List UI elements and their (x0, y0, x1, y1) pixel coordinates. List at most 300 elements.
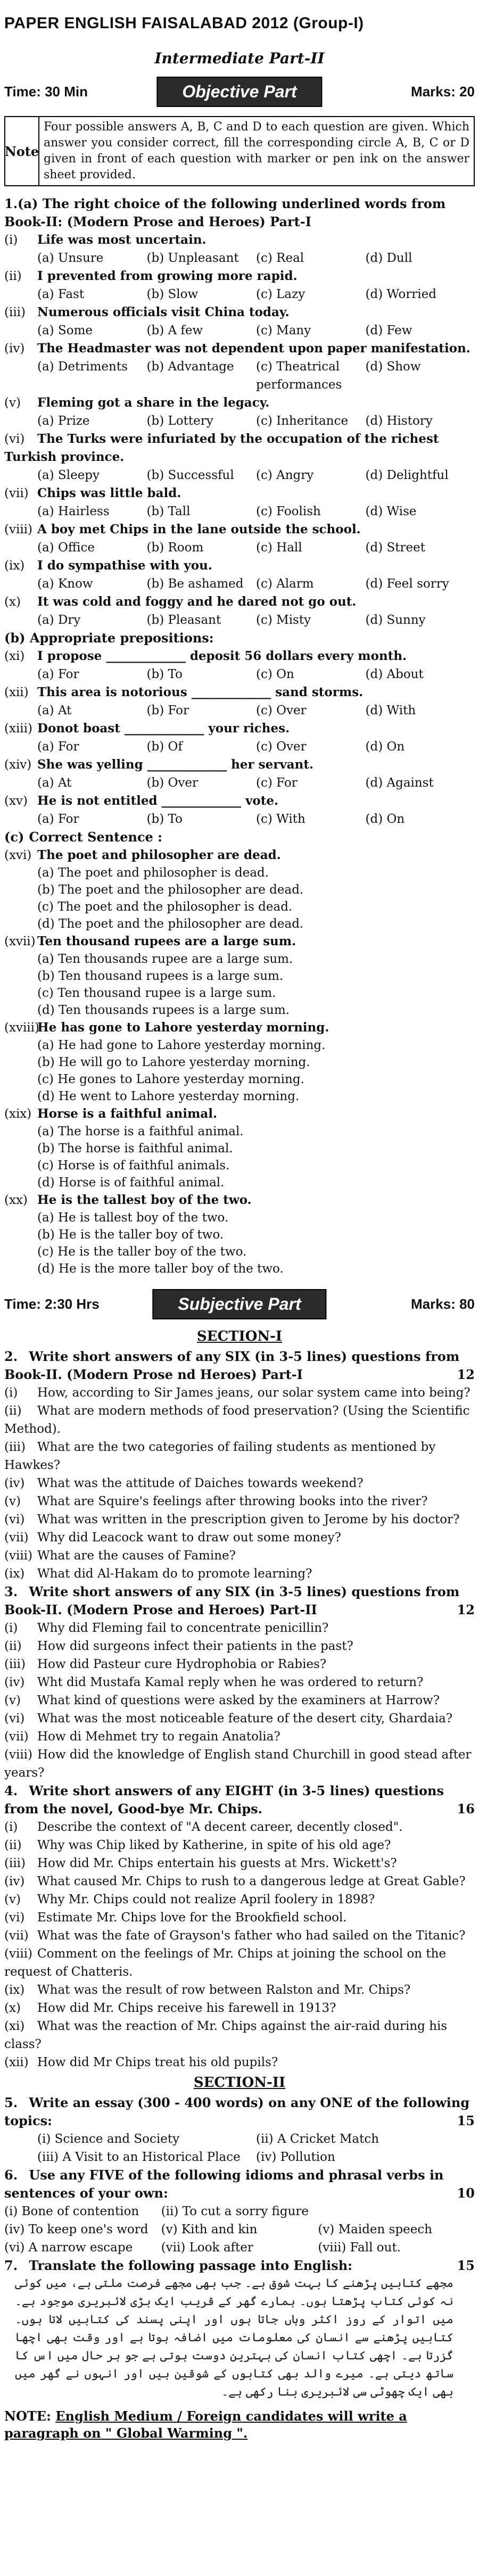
mcq-question (4, 231, 475, 249)
mcq-option: (d) Against (365, 776, 434, 790)
mcq-option: (a) For (37, 667, 79, 681)
essay-topic: (ii) A Cricket Match (256, 2132, 379, 2146)
mcq-question (4, 1019, 475, 1037)
mcq-option: (d) Wise (365, 505, 417, 518)
mcq-option: (d) History (365, 414, 433, 428)
short-question-text: How di Mehmet try to regain Anatolia? (37, 1730, 280, 1744)
mcq-option: (d) About (365, 667, 424, 681)
mcq-option: (b) Pleasant (146, 613, 221, 627)
short-question-text: What was written in the prescription given to Jerome by his doctor? (37, 1513, 460, 1526)
question-1c-heading (4, 828, 475, 846)
mcq-option: (b) For (146, 704, 189, 717)
mcq-question (4, 756, 475, 774)
short-question (4, 1492, 475, 1510)
mcq-option: (a) For (37, 812, 79, 826)
short-question (4, 1981, 475, 1999)
mcq-question (4, 557, 475, 575)
short-question-number: (xi) (4, 2019, 25, 2033)
mcq-option: (a) He had gone to Lahore yesterday morning. (37, 1038, 326, 1052)
question-6-heading (4, 2166, 475, 2202)
mcq-option: (b) The poet and the philosopher are dead. (37, 883, 304, 897)
question-text: The right choice of the following underlined words from Book-II: (Modern Prose and Heroes) Part-I (4, 196, 446, 229)
mcq-option: (a) Ten thousands rupee are a large sum. (37, 952, 293, 966)
mcq-question (4, 792, 475, 810)
question-text: Write short answers of any SIX (in 3-5 lines) questions from Book-II. (Modern Prose nd Heroes) Part-I (4, 1349, 460, 1382)
mcq-option: (a) The horse is a faithful animal. (37, 1125, 244, 1138)
preposition-list (4, 647, 475, 828)
mcq-option: (a) Sleepy (37, 468, 100, 482)
mcq-option: (b) He will go to Lahore yesterday morning. (37, 1055, 310, 1069)
mcq-option: (b) Room (146, 541, 204, 555)
mcq-option: (c) Theatrical performances (256, 360, 342, 392)
short-question (4, 2017, 475, 2053)
mcq-option: (d) Ten thousands rupees is a large sum. (37, 1003, 290, 1017)
question-number: 2. (4, 1349, 18, 1364)
question-number: 3. (4, 1584, 18, 1599)
mcq-option: (a) Some (37, 324, 93, 337)
short-question-number: (vi) (4, 1712, 25, 1725)
paper-subtitle: Intermediate Part-II (154, 49, 325, 67)
mcq-option: (d) Street (365, 541, 425, 555)
question-number: 4. (4, 1783, 18, 1798)
question-1b-heading (4, 629, 475, 647)
question-number: (b) (4, 630, 26, 646)
short-question-number: (iv) (4, 1675, 25, 1689)
short-question (4, 1836, 475, 1854)
mcq-options (4, 1209, 475, 1277)
short-question-text: What was the reaction of Mr. Chips against the air-raid during his class? (4, 2019, 448, 2051)
question-text: Write short answers of any SIX (in 3-5 lines) questions from Book-II. (Modern Prose and Heroes) Part-II (4, 1584, 460, 1617)
short-question-text: What kind of questions were asked by the examiners at Harrow? (37, 1694, 440, 1707)
mcq-options (4, 738, 475, 756)
short-question-text: What was the fate of Grayson's father who had sailed on the Titanic? (37, 1929, 466, 1943)
mcq-text: Ten thousand rupees are a large sum. (37, 934, 296, 948)
mcq-number: (ii) (4, 269, 22, 283)
mcq-option: (a) At (37, 776, 72, 790)
mcq-question (4, 720, 475, 738)
mcq-question (4, 683, 475, 701)
short-question (4, 1529, 475, 1547)
mcq-number: (xvii) (4, 935, 36, 948)
mcq-option: (c) Over (256, 740, 307, 754)
question-text: Correct Sentence : (29, 829, 163, 845)
mcq-option: (a) Know (37, 577, 93, 591)
mcq-option: (a) The poet and philosopher is dead. (37, 866, 269, 880)
mcq-text: The poet and philosopher are dead. (37, 848, 281, 862)
mcq-option: (d) On (365, 740, 405, 754)
mcq-text: A boy met Chips in the lane outside the school. (37, 522, 361, 536)
mcq-option: (b) Advantage (146, 360, 234, 374)
mcq-options (4, 864, 475, 932)
mcq-text: Chips was little bald. (37, 486, 181, 500)
note-label: Note (5, 117, 39, 185)
essay-topics (4, 2130, 475, 2166)
mcq-question (4, 484, 475, 502)
question-text: Write an essay (300 - 400 words) on any ONE of the following topics: (4, 2095, 470, 2128)
short-question-text: What are the two categories of failing students as mentioned by Hawkes? (4, 1440, 436, 1472)
mcq-number: (x) (4, 595, 21, 609)
mcq-options (4, 412, 475, 430)
mcq-options (4, 1123, 475, 1191)
short-question (4, 1655, 475, 1673)
idiom-item: (ii) To cut a sorry figure (161, 2205, 309, 2218)
short-question-text: What was the attitude of Daiches towards weekend? (37, 1476, 364, 1490)
short-question-text: Describe the context of "A decent career, decently closed". (37, 1820, 403, 1834)
short-question-number: (ii) (4, 1639, 22, 1653)
mcq-option: (c) Lazy (256, 287, 305, 301)
mcq-option: (a) Prize (37, 414, 90, 428)
mcq-option: (b) Of (146, 740, 183, 754)
mcq-number: (xx) (4, 1193, 28, 1207)
short-question (4, 1637, 475, 1655)
mcq-option: (c) Alarm (256, 577, 314, 591)
mcq-text: I propose _____________ deposit 56 dollars every month. (37, 649, 407, 663)
mcq-number: (iv) (4, 342, 25, 356)
paper-title: PAPER ENGLISH FAISALABAD 2012 (Group-I) (4, 14, 364, 32)
mcq-number: (xix) (4, 1107, 32, 1121)
mcq-question (4, 267, 475, 285)
question-marks: 10 (457, 2185, 475, 2201)
short-question-text: What are Squire's feelings after throwing books into the river? (37, 1495, 428, 1508)
idiom-item (318, 2202, 475, 2220)
mcq-option: (a) Unsure (37, 251, 104, 265)
short-question-text: What was the most noticeable feature of the desert city, Ghardaia? (37, 1712, 453, 1725)
short-question (4, 1547, 475, 1565)
bottom-note-text: English Medium / Foreign candidates will write a paragraph on " Global Warming ". (4, 2408, 407, 2441)
short-question-number: (v) (4, 1893, 21, 1906)
short-question-number: (viii) (4, 1947, 33, 1961)
short-question-number: (viii) (4, 1549, 33, 1563)
question-marks: 16 (457, 1801, 475, 1817)
short-question-text: How did the knowledge of English stand Churchill in good stead after years? (4, 1748, 472, 1780)
question-number: 7. (4, 2258, 18, 2273)
short-question (4, 1673, 475, 1691)
question-1a-heading (4, 195, 475, 231)
short-question (4, 1691, 475, 1710)
short-question-text: What are modern methods of food preservation? (Using the Scientific Method). (4, 1404, 470, 1436)
question-4-heading (4, 1782, 475, 1818)
mcq-number: (viii) (4, 523, 33, 536)
short-question-text: How, according to Sir James jeans, our solar system came into being? (37, 1386, 470, 1400)
mcq-option: (c) Over (256, 704, 307, 717)
mcq-number: (v) (4, 396, 21, 410)
mcq-option: (c) Hall (256, 541, 302, 555)
short-question-text: What caused Mr. Chips to rush to a dangerous ledge at Great Gable? (37, 1875, 466, 1888)
question-5-heading (4, 2094, 475, 2130)
short-question-number: (v) (4, 1495, 21, 1508)
mcq-option: (a) Detriments (37, 360, 128, 374)
short-question (4, 1619, 475, 1637)
mcq-text: Life was most uncertain. (37, 233, 207, 247)
short-question-text: What are the causes of Famine? (37, 1549, 236, 1563)
short-question-number: (ix) (4, 1983, 25, 1997)
mcq-option: (d) Show (365, 360, 421, 374)
subjective-header-row (4, 1283, 475, 1325)
objective-time: Time: 30 Min (4, 83, 88, 100)
mcq-option: (c) Inheritance (256, 414, 349, 428)
mcq-option: (d) Delightful (365, 468, 449, 482)
question-2-list (4, 1384, 475, 1583)
short-question-number: (iv) (4, 1875, 25, 1888)
mcq-options (4, 665, 475, 683)
mcq-option: (a) Fast (37, 287, 85, 301)
mcq-option: (a) Hairless (37, 505, 110, 518)
bottom-note-label: NOTE: (4, 2408, 51, 2424)
mcq-option: (d) On (365, 812, 405, 826)
mcq-number: (vi) (4, 432, 25, 446)
note-text: Four possible answers A, B, C and D to each question are given. Which answer you consider correct, fill the corresponding circle A, B, C or D given in front of each question with marker or pen ink on the answer sheet provided. (44, 120, 469, 181)
bottom-note (4, 2408, 475, 2442)
idiom-item: (i) Bone of contention (4, 2205, 139, 2218)
question-text: Translate the following passage into English: (29, 2258, 353, 2273)
short-question-text: Why was Chip liked by Katherine, in spite of his old age? (37, 1838, 391, 1852)
essay-topic: (i) Science and Society (37, 2132, 180, 2146)
mcq-options (4, 951, 475, 1019)
mcq-number: (iii) (4, 306, 26, 319)
mcq-text: The Turks were infuriated by the occupation of the richest Turkish province. (4, 432, 439, 464)
mcq-option: (d) Few (365, 324, 412, 337)
mcq-number: (xiv) (4, 758, 32, 772)
mcq-text: She was yelling _____________ her servant. (37, 757, 313, 772)
question-number: (c) (4, 829, 24, 845)
short-question (4, 1945, 475, 1981)
objective-note (4, 116, 475, 186)
question-text: Use any FIVE of the following idioms and phrasal verbs in sentences of your own: (4, 2167, 444, 2201)
mcq-text: The Headmaster was not dependent upon paper manifestation. (37, 341, 470, 356)
question-number: 6. (4, 2167, 18, 2183)
mcq-text: Horse is a faithful animal. (37, 1107, 217, 1121)
mcq-options (4, 249, 475, 267)
short-question-text: Why did Leacock want to draw out some money? (37, 1531, 341, 1545)
question-marks: 15 (457, 2113, 475, 2128)
mcq-option: (b) Be ashamed (146, 577, 244, 591)
objective-banner: Objective Part (156, 77, 322, 107)
mcq-option: (c) Real (256, 251, 304, 265)
question-3-heading (4, 1583, 475, 1619)
mcq-question (4, 647, 475, 665)
short-question-text: Why did Fleming fail to concentrate penicillin? (37, 1621, 329, 1635)
mcq-option: (b) Ten thousand rupees is a large sum. (37, 969, 284, 983)
short-question-text: How did Pasteur cure Hydrophobia or Rabies? (37, 1657, 327, 1671)
question-marks: 12 (457, 1602, 475, 1617)
mcq-question (4, 430, 475, 466)
question-3-list (4, 1619, 475, 1782)
short-question (4, 1818, 475, 1836)
mcq-number: (i) (4, 233, 18, 247)
short-question-number: (i) (4, 1820, 18, 1834)
objective-marks: Marks: 20 (411, 83, 475, 100)
short-question (4, 1384, 475, 1402)
question-text: Write short answers of any EIGHT (in 3-5 lines) questions from the novel, Good-bye Mr. Chips. (4, 1783, 444, 1817)
short-question-number: (vii) (4, 1929, 29, 1943)
idiom-item: (iv) To keep one's word (4, 2223, 148, 2236)
mcq-text: I prevented from growing more rapid. (37, 269, 298, 283)
short-question (4, 1510, 475, 1529)
mcq-option: (a) He is tallest boy of the two. (37, 1211, 229, 1225)
short-question-number: (xii) (4, 2055, 29, 2069)
short-question-text: How did surgeons infect their patients in the past? (37, 1639, 353, 1653)
mcq-question (4, 1105, 475, 1123)
mcq-option: (c) With (256, 812, 305, 826)
mcq-options (4, 466, 475, 484)
short-question (4, 1438, 475, 1474)
short-question (4, 1710, 475, 1728)
short-question (4, 1402, 475, 1438)
mcq-option: (d) With (365, 704, 416, 717)
mcq-options (4, 358, 475, 394)
subjective-marks: Marks: 80 (411, 1295, 475, 1312)
short-question-number: (i) (4, 1621, 18, 1635)
subjective-time: Time: 2:30 Hrs (4, 1295, 100, 1312)
section-2-title: SECTION-II (193, 2075, 286, 2091)
mcq-option: (c) Many (256, 324, 311, 337)
question-number: 5. (4, 2095, 18, 2110)
mcq-text: This area is notorious _____________ sand storms. (37, 685, 364, 699)
mcq-option: (c) Horse is of faithful animals. (37, 1159, 230, 1173)
question-marks: 15 (457, 2258, 475, 2273)
mcq-option: (d) Dull (365, 251, 412, 265)
short-question-text: What did Al-Hakam do to promote learning? (37, 1567, 312, 1581)
idiom-list (4, 2202, 475, 2257)
urdu-passage: مجھے کتابیں پڑھنے کا بہت شوق ہے۔ جب بھی مجھے فرصت ملتی ہے، میں کوئی نہ کوئی کتاب پڑھتا ہوں۔ ہمارے گھر کے قریب ایک بڑی لائبریری موجود ہے۔ میں اتوار کے روز اکثر وہاں جاتا ہوں اور اپنی پسند کی کتابیں لاتا ہوں۔ کتابیں پڑھنے سے انسان کی معلومات میں اضافہ ہوتا ہے اور وقت بھی اچھا گزرتا ہے۔ اچھی کتاب انسان کی بہترین دوست ہوتی ہے جو ہر حال میں اس کا ساتھ دیتی ہے۔ میرے والد بھی کتابوں کے شوقین ہیں اور انہوں نے گھر میں بھی ایک چھوٹی سی لائبریری بنا رکھی ہے۔ (15, 2277, 453, 2399)
mcq-option: (c) For (256, 776, 298, 790)
short-question-number: (iv) (4, 1476, 25, 1490)
mcq-option: (d) He went to Lahore yesterday morning. (37, 1089, 300, 1103)
question-7-heading (4, 2257, 475, 2275)
mcq-option: (a) At (37, 704, 72, 717)
short-question-number: (ix) (4, 1567, 25, 1581)
mcq-question (4, 394, 475, 412)
mcq-question (4, 846, 475, 864)
short-question-number: (vi) (4, 1513, 25, 1526)
short-question (4, 1872, 475, 1890)
short-question-number: (vii) (4, 1531, 29, 1545)
short-question-number: (ii) (4, 1404, 22, 1418)
short-question-text: Why Mr. Chips could not realize April foolery in 1898? (37, 1893, 375, 1906)
idiom-item: (v) Kith and kin (161, 2223, 258, 2236)
mcq-option: (b) Successful (146, 468, 234, 482)
short-question-number: (vii) (4, 1730, 29, 1744)
mcq-text: Numerous officials visit China today. (37, 305, 290, 319)
short-question (4, 1746, 475, 1782)
mcq-option: (b) Slow (146, 287, 199, 301)
question-number: 1.(a) (4, 196, 38, 211)
mcq-number: (vii) (4, 486, 29, 500)
mcq-option: (b) To (146, 667, 183, 681)
mcq-option: (a) Dry (37, 613, 81, 627)
mcq-option: (c) He gones to Lahore yesterday morning. (37, 1072, 304, 1086)
mcq-options (4, 701, 475, 720)
subjective-banner: Subjective Part (152, 1289, 326, 1319)
short-question-text: Comment on the feelings of Mr. Chips at joining the school on the request of Chatteris. (4, 1947, 447, 1979)
mcq-text: He is the tallest boy of the two. (37, 1193, 252, 1207)
mcq-options (4, 774, 475, 792)
mcq-number: (xv) (4, 794, 28, 808)
mcq-option: (c) The poet and the philosopher is dead. (37, 900, 293, 914)
short-question (4, 2053, 475, 2071)
short-question (4, 1728, 475, 1746)
mcq-number: (xii) (4, 686, 29, 699)
mcq-option: (b) Tall (146, 505, 191, 518)
mcq-option: (c) Ten thousand rupee is a large sum. (37, 986, 276, 1000)
question-marks: 12 (457, 1367, 475, 1382)
mcq-option: (b) Lottery (146, 414, 213, 428)
short-question (4, 1999, 475, 2017)
mcq-text: Fleming got a share in the legacy. (37, 395, 270, 410)
mcq-options (4, 539, 475, 557)
question-text: Appropriate prepositions: (29, 630, 214, 646)
short-question (4, 1854, 475, 1872)
mcq-question (4, 340, 475, 358)
mcq-option: (d) Feel sorry (365, 577, 449, 591)
idiom-item: (viii) Fall out. (318, 2241, 401, 2255)
exam-paper (4, 0, 475, 2576)
short-question-number: (iii) (4, 1440, 26, 1454)
mcq-options (4, 810, 475, 828)
essay-topic: (iv) Pollution (256, 2150, 335, 2164)
mcq-option: (c) He is the taller boy of the two. (37, 1245, 247, 1259)
sentence-list (4, 846, 475, 1277)
mcq-options (4, 611, 475, 629)
mcq-question (4, 1191, 475, 1209)
mcq-option: (d) He is the more taller boy of the two. (37, 1262, 284, 1276)
mcq-option: (c) Foolish (256, 505, 321, 518)
mcq-number: (ix) (4, 559, 25, 573)
short-question-number: (x) (4, 2001, 21, 2015)
short-question-number: (v) (4, 1694, 21, 1707)
mcq-option: (b) Over (146, 776, 198, 790)
mcq-option: (d) The poet and the philosopher are dead. (37, 917, 304, 931)
short-question-text: How did Mr Chips treat his old pupils? (37, 2055, 278, 2069)
short-question (4, 1927, 475, 1945)
mcq-option: (d) Sunny (365, 613, 426, 627)
idiom-item: (v) Maiden speech (318, 2223, 433, 2236)
mcq-option: (d) Worried (365, 287, 437, 301)
short-question-number: (viii) (4, 1748, 33, 1762)
mcq-options (4, 321, 475, 340)
short-question (4, 1909, 475, 1927)
mcq-list (4, 231, 475, 629)
objective-header-row (4, 70, 475, 113)
mcq-text: Donot boast _____________ your riches. (37, 721, 290, 736)
mcq-number: (xviii) (4, 1021, 39, 1035)
idiom-item: (vi) A narrow escape (4, 2241, 133, 2255)
mcq-text: He has gone to Lahore yesterday morning. (37, 1020, 329, 1035)
mcq-number: (xiii) (4, 722, 32, 736)
mcq-options (4, 502, 475, 521)
mcq-option: (b) He is the taller boy of two. (37, 1228, 224, 1242)
question-4-list (4, 1818, 475, 2071)
short-question-text: Estimate Mr. Chips love for the Brookfield school. (37, 1911, 347, 1925)
mcq-option: (b) The horse is faithful animal. (37, 1142, 233, 1155)
mcq-text: I do sympathise with you. (37, 558, 212, 573)
short-question (4, 1890, 475, 1909)
mcq-options (4, 285, 475, 303)
mcq-question (4, 593, 475, 611)
short-question-number: (ii) (4, 1838, 22, 1852)
mcq-option: (a) Office (37, 541, 95, 555)
essay-topic: (iii) A Visit to an Historical Place (37, 2150, 241, 2164)
mcq-option: (a) For (37, 740, 79, 754)
idiom-item: (vii) Look after (161, 2241, 253, 2255)
short-question-text: How did Mr. Chips receive his farewell in 1913? (37, 2001, 336, 2015)
mcq-number: (xvi) (4, 848, 32, 862)
short-question-number: (i) (4, 1386, 18, 1400)
short-question-text: How did Mr. Chips entertain his guests at Mrs. Wickett's? (37, 1856, 397, 1870)
mcq-option: (b) A few (146, 324, 203, 337)
short-question-number: (iii) (4, 1657, 26, 1671)
mcq-question (4, 932, 475, 951)
